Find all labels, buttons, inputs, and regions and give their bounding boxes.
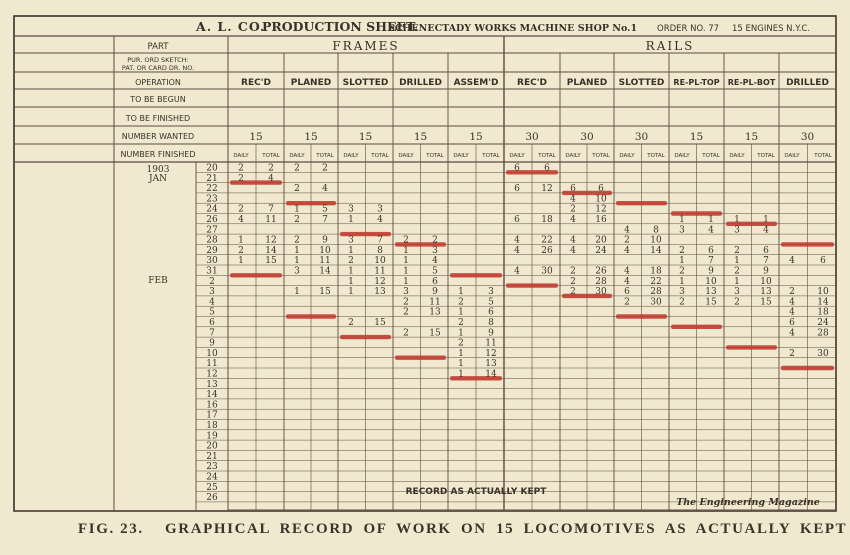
label-to-be-finished: TO BE FINISHED xyxy=(125,114,191,123)
date-label: 30 xyxy=(206,256,218,267)
total-count: 14 xyxy=(265,245,277,256)
daily-header: DAILY xyxy=(509,153,525,159)
total-count: 4 xyxy=(377,215,383,225)
total-count: 6 xyxy=(432,276,438,287)
total-header: TOTAL xyxy=(814,153,832,159)
date-label: 2 xyxy=(209,276,215,287)
total-count: 4 xyxy=(763,225,769,236)
total-count: 9 xyxy=(708,266,714,277)
date-label: 19 xyxy=(206,431,218,442)
total-count: 4 xyxy=(708,225,714,236)
total-count: 11 xyxy=(485,338,497,349)
daily-count: 2 xyxy=(789,287,795,298)
daily-count: 1 xyxy=(679,215,685,225)
total-count: 22 xyxy=(650,276,662,287)
daily-count: 2 xyxy=(294,163,300,174)
operation-label: SLOTTED xyxy=(342,78,389,88)
daily-count: 6 xyxy=(514,163,520,174)
order-number: ORDER NO. 77 xyxy=(657,24,720,34)
daily-count: 2 xyxy=(570,276,576,287)
daily-count: 2 xyxy=(570,266,576,277)
daily-header: DAILY xyxy=(343,153,359,159)
total-count: 7 xyxy=(763,256,769,267)
daily-count: 6 xyxy=(624,287,630,298)
daily-count: 4 xyxy=(624,245,630,256)
total-count: 6 xyxy=(544,163,550,174)
daily-count: 1 xyxy=(348,245,354,256)
daily-count: 2 xyxy=(789,348,795,359)
total-count: 12 xyxy=(541,184,553,195)
total-count: 8 xyxy=(377,245,383,256)
date-label: 14 xyxy=(206,390,218,401)
total-count: 9 xyxy=(432,287,438,298)
daily-count: 4 xyxy=(624,276,630,287)
daily-count: 1 xyxy=(458,328,464,339)
daily-count: 1 xyxy=(348,266,354,277)
number-wanted: 15 xyxy=(469,131,483,143)
daily-header: DAILY xyxy=(289,153,305,159)
daily-count: 4 xyxy=(789,256,795,267)
label-number-wanted: NUMBER WANTED xyxy=(121,132,195,141)
daily-count: 4 xyxy=(624,225,630,236)
completion-mark xyxy=(781,366,834,370)
total-count: 2 xyxy=(322,163,328,174)
total-count: 30 xyxy=(817,348,829,359)
daily-count: 2 xyxy=(570,204,576,215)
total-count: 7 xyxy=(708,256,714,267)
daily-count: 2 xyxy=(238,204,244,215)
daily-count: 1 xyxy=(679,256,685,267)
total-count: 11 xyxy=(265,215,277,225)
label-to-be-begun: TO BE BEGUN xyxy=(130,95,186,104)
daily-count: 1 xyxy=(403,266,409,277)
date-label: 17 xyxy=(206,410,218,421)
number-wanted: 15 xyxy=(744,131,759,143)
daily-count: 1 xyxy=(458,369,464,380)
total-count: 10 xyxy=(595,194,607,205)
date-label: 26 xyxy=(206,215,218,225)
daily-count: 2 xyxy=(734,266,740,277)
total-count: 30 xyxy=(541,266,553,277)
total-count: 9 xyxy=(488,328,494,339)
operation-label: REC'D xyxy=(517,78,547,88)
total-count: 13 xyxy=(705,287,717,298)
daily-count: 1 xyxy=(348,287,354,298)
label-pur-ord: PUR. ORD SKETCH: xyxy=(127,56,189,64)
date-label: 20 xyxy=(206,163,218,174)
date-label: 27 xyxy=(206,225,218,236)
figure-title: GRAPHICAL RECORD OF WORK ON 15 LOCOMOTIVES AS ACTUALLY KEPT xyxy=(165,521,848,537)
total-count: 18 xyxy=(541,215,553,225)
daily-count: 2 xyxy=(624,235,630,246)
total-count: 15 xyxy=(760,297,772,308)
daily-count: 2 xyxy=(348,256,354,267)
date-label: 12 xyxy=(206,369,218,380)
completion-mark xyxy=(395,356,446,360)
daily-count: 3 xyxy=(734,225,740,236)
works-name: SCHENECTADY WORKS MACHINE SHOP No.1 xyxy=(388,23,638,34)
number-wanted: 15 xyxy=(689,131,704,143)
daily-count: 2 xyxy=(458,338,464,349)
total-count: 11 xyxy=(319,256,331,267)
number-wanted: 15 xyxy=(249,131,263,143)
total-count: 1 xyxy=(708,215,714,225)
total-count: 28 xyxy=(650,287,662,298)
label-number-finished: NUMBER FINISHED xyxy=(120,150,196,159)
daily-count: 6 xyxy=(789,318,795,328)
total-count: 10 xyxy=(760,276,772,287)
daily-count: 4 xyxy=(570,215,576,225)
total-count: 22 xyxy=(541,235,553,246)
daily-count: 4 xyxy=(514,235,520,246)
total-count: 15 xyxy=(429,328,441,339)
completion-mark xyxy=(340,335,391,339)
daily-count: 1 xyxy=(458,287,464,298)
date-label: 3 xyxy=(209,287,215,298)
total-count: 28 xyxy=(595,276,607,287)
total-count: 15 xyxy=(319,287,331,298)
total-count: 13 xyxy=(760,287,772,298)
total-count: 6 xyxy=(598,184,604,195)
daily-count: 3 xyxy=(403,287,409,298)
total-count: 10 xyxy=(817,287,829,298)
daily-count: 1 xyxy=(403,245,409,256)
date-label: 11 xyxy=(206,359,218,370)
total-count: 10 xyxy=(650,235,662,246)
daily-count: 2 xyxy=(403,235,409,246)
daily-count: 2 xyxy=(403,307,409,318)
date-label: 26 xyxy=(206,493,218,504)
total-count: 26 xyxy=(595,266,607,277)
completion-mark xyxy=(671,325,722,329)
number-wanted: 30 xyxy=(634,131,649,143)
total-count: 15 xyxy=(374,318,386,328)
date-label: 21 xyxy=(206,173,218,184)
daily-count: 3 xyxy=(294,266,300,277)
total-count: 3 xyxy=(488,287,494,298)
label-part: PART xyxy=(147,42,169,52)
daily-header: DAILY xyxy=(565,153,581,159)
daily-count: 1 xyxy=(734,276,740,287)
total-count: 6 xyxy=(488,307,494,318)
total-header: TOTAL xyxy=(371,153,389,159)
daily-count: 6 xyxy=(514,184,520,195)
operation-label: DRILLED xyxy=(786,78,829,88)
number-wanted: 15 xyxy=(358,131,373,143)
daily-count: 2 xyxy=(734,297,740,308)
daily-count: 3 xyxy=(679,225,685,236)
completion-mark xyxy=(616,314,667,318)
completion-mark xyxy=(450,273,502,277)
daily-count: 2 xyxy=(238,163,244,174)
date-label: 23 xyxy=(206,462,218,473)
daily-count: 1 xyxy=(238,256,244,267)
total-count: 15 xyxy=(265,256,277,267)
date-label: 16 xyxy=(206,400,218,411)
date-label: 5 xyxy=(209,307,215,318)
daily-count: 4 xyxy=(570,194,576,205)
total-count: 7 xyxy=(268,204,274,215)
operation-label: REC'D xyxy=(241,78,271,88)
daily-count: 1 xyxy=(403,256,409,267)
total-count: 13 xyxy=(374,287,386,298)
operation-label: PLANED xyxy=(290,78,332,88)
completion-mark xyxy=(286,314,336,318)
daily-count: 2 xyxy=(294,184,300,195)
daily-count: 1 xyxy=(238,235,244,246)
total-count: 10 xyxy=(705,276,717,287)
total-count: 5 xyxy=(488,297,494,308)
daily-header: DAILY xyxy=(729,153,745,159)
daily-count: 1 xyxy=(679,276,685,287)
daily-count: 1 xyxy=(458,348,464,359)
total-header: TOTAL xyxy=(702,153,720,159)
daily-count: 4 xyxy=(238,215,244,225)
total-header: TOTAL xyxy=(757,153,775,159)
total-count: 11 xyxy=(429,297,441,308)
month-jan: JAN xyxy=(149,174,167,184)
total-count: 14 xyxy=(817,297,829,308)
number-wanted: 30 xyxy=(800,131,815,143)
daily-count: 2 xyxy=(348,318,354,328)
label-pat-card: PAT. OR CARD DR. NO. xyxy=(121,64,195,72)
date-label: 20 xyxy=(206,441,218,452)
operation-label: PLANED xyxy=(566,78,608,88)
total-count: 24 xyxy=(595,245,607,256)
total-count: 9 xyxy=(322,235,328,246)
total-count: 1 xyxy=(763,215,769,225)
total-count: 30 xyxy=(595,287,607,298)
daily-count: 4 xyxy=(789,328,795,339)
total-count: 10 xyxy=(319,245,331,256)
operation-label: DRILLED xyxy=(399,78,442,88)
total-count: 6 xyxy=(820,256,826,267)
sheet-text xyxy=(121,19,833,508)
daily-count: 1 xyxy=(348,215,354,225)
total-count: 12 xyxy=(595,204,607,215)
date-label: 13 xyxy=(206,379,218,390)
date-label: 22 xyxy=(206,184,218,195)
daily-count: 1 xyxy=(294,245,300,256)
total-count: 14 xyxy=(650,245,662,256)
daily-count: 2 xyxy=(679,245,685,256)
daily-count: 2 xyxy=(458,297,464,308)
daily-count: 1 xyxy=(294,204,300,215)
total-header: TOTAL xyxy=(538,153,556,159)
total-count: 13 xyxy=(429,307,441,318)
daily-count: 4 xyxy=(624,266,630,277)
total-count: 9 xyxy=(763,266,769,277)
completion-mark xyxy=(616,201,667,205)
date-label: 31 xyxy=(206,266,218,277)
number-wanted: 30 xyxy=(525,131,539,143)
total-count: 8 xyxy=(653,225,659,236)
total-header: TOTAL xyxy=(426,153,444,159)
group-rails: RAILS xyxy=(645,39,695,53)
total-count: 10 xyxy=(374,256,386,267)
daily-header: DAILY xyxy=(674,153,690,159)
daily-count: 4 xyxy=(570,235,576,246)
daily-count: 2 xyxy=(403,297,409,308)
daily-header: DAILY xyxy=(453,153,469,159)
daily-count: 2 xyxy=(679,266,685,277)
total-count: 7 xyxy=(377,235,383,246)
total-count: 2 xyxy=(268,163,274,174)
figure-number: FIG. 23. xyxy=(78,521,144,537)
label-operation: OPERATION xyxy=(135,78,181,87)
total-count: 12 xyxy=(374,276,386,287)
date-label: 18 xyxy=(206,421,218,431)
daily-count: 3 xyxy=(734,287,740,298)
date-label: 24 xyxy=(206,472,218,483)
total-count: 11 xyxy=(374,266,386,277)
daily-count: 2 xyxy=(238,245,244,256)
daily-count: 2 xyxy=(403,328,409,339)
company-name: A. L. CO. xyxy=(196,19,266,34)
date-label: 23 xyxy=(206,194,218,205)
year-label: 1903 xyxy=(146,165,170,175)
daily-count: 1 xyxy=(734,256,740,267)
total-count: 14 xyxy=(319,266,331,277)
number-wanted: 15 xyxy=(304,131,318,143)
total-count: 7 xyxy=(322,215,328,225)
total-count: 14 xyxy=(485,369,497,380)
total-count: 13 xyxy=(485,359,497,370)
daily-count: 2 xyxy=(734,245,740,256)
daily-count: 1 xyxy=(294,287,300,298)
operation-label: RE-PL-BOT xyxy=(727,78,776,87)
date-label: 10 xyxy=(206,348,218,359)
total-count: 3 xyxy=(377,204,383,215)
date-label: 21 xyxy=(206,451,218,462)
daily-count: 2 xyxy=(570,287,576,298)
total-header: TOTAL xyxy=(482,153,500,159)
total-header: TOTAL xyxy=(647,153,665,159)
daily-count: 3 xyxy=(348,204,354,215)
total-count: 26 xyxy=(541,245,553,256)
daily-count: 4 xyxy=(789,297,795,308)
daily-count: 3 xyxy=(679,287,685,298)
daily-count: 2 xyxy=(458,318,464,328)
total-header: TOTAL xyxy=(592,153,610,159)
total-count: 5 xyxy=(322,204,328,215)
completion-mark xyxy=(726,345,777,349)
total-count: 4 xyxy=(268,173,274,184)
date-label: 25 xyxy=(206,482,218,493)
daily-count: 4 xyxy=(514,266,520,277)
total-count: 2 xyxy=(432,235,438,246)
daily-count: 1 xyxy=(734,215,740,225)
daily-count: 2 xyxy=(624,297,630,308)
total-count: 8 xyxy=(488,318,494,328)
completion-mark xyxy=(781,242,834,246)
daily-count: 1 xyxy=(294,256,300,267)
total-count: 20 xyxy=(595,235,607,246)
total-count: 30 xyxy=(650,297,662,308)
completion-mark xyxy=(230,273,282,277)
engine-count: 15 ENGINES N.Y.C. xyxy=(732,24,811,34)
daily-count: 6 xyxy=(514,215,520,225)
date-label: 24 xyxy=(206,204,218,215)
total-count: 4 xyxy=(432,256,438,267)
daily-count: 4 xyxy=(514,245,520,256)
daily-count: 1 xyxy=(458,307,464,318)
date-label: 6 xyxy=(209,318,215,328)
daily-count: 1 xyxy=(348,276,354,287)
total-count: 28 xyxy=(817,328,829,339)
daily-header: DAILY xyxy=(233,153,249,159)
total-count: 18 xyxy=(650,266,662,277)
total-count: 16 xyxy=(595,215,607,225)
date-label: 4 xyxy=(209,297,215,308)
date-label: 9 xyxy=(209,338,215,349)
daily-count: 1 xyxy=(403,276,409,287)
daily-header: DAILY xyxy=(619,153,635,159)
daily-count: 2 xyxy=(238,173,244,184)
total-count: 12 xyxy=(265,235,277,246)
total-count: 18 xyxy=(817,307,829,318)
daily-count: 2 xyxy=(294,235,300,246)
date-label: 7 xyxy=(209,328,215,339)
daily-count: 3 xyxy=(348,235,354,246)
magazine-credit: The Engineering Magazine xyxy=(676,497,820,508)
completion-mark xyxy=(506,283,558,287)
daily-count: 4 xyxy=(570,245,576,256)
operation-label: RE-PL-TOP xyxy=(673,78,720,87)
total-count: 12 xyxy=(485,348,497,359)
total-header: TOTAL xyxy=(316,153,334,159)
group-frames: FRAMES xyxy=(332,39,400,53)
daily-header: DAILY xyxy=(784,153,800,159)
month-feb: FEB xyxy=(148,276,168,286)
daily-header: DAILY xyxy=(398,153,414,159)
total-count: 5 xyxy=(432,266,438,277)
total-count: 6 xyxy=(708,245,714,256)
number-wanted: 30 xyxy=(580,131,594,143)
daily-count: 2 xyxy=(294,215,300,225)
date-label: 28 xyxy=(206,235,218,246)
figure-caption xyxy=(0,517,850,545)
total-count: 24 xyxy=(817,318,829,328)
total-count: 3 xyxy=(432,245,438,256)
operation-label: SLOTTED xyxy=(618,78,665,88)
daily-count: 6 xyxy=(570,184,576,195)
number-wanted: 15 xyxy=(413,131,428,143)
daily-count: 2 xyxy=(679,297,685,308)
operation-label: ASSEM'D xyxy=(453,78,499,88)
total-count: 15 xyxy=(705,297,717,308)
date-label: 29 xyxy=(206,245,218,256)
total-count: 4 xyxy=(322,184,328,195)
daily-count: 4 xyxy=(789,307,795,318)
total-header: TOTAL xyxy=(262,153,280,159)
sheet-title: PRODUCTION SHEET. xyxy=(262,19,419,34)
record-note: RECORD AS ACTUALLY KEPT xyxy=(405,487,547,497)
total-count: 6 xyxy=(763,245,769,256)
daily-count: 1 xyxy=(458,359,464,370)
